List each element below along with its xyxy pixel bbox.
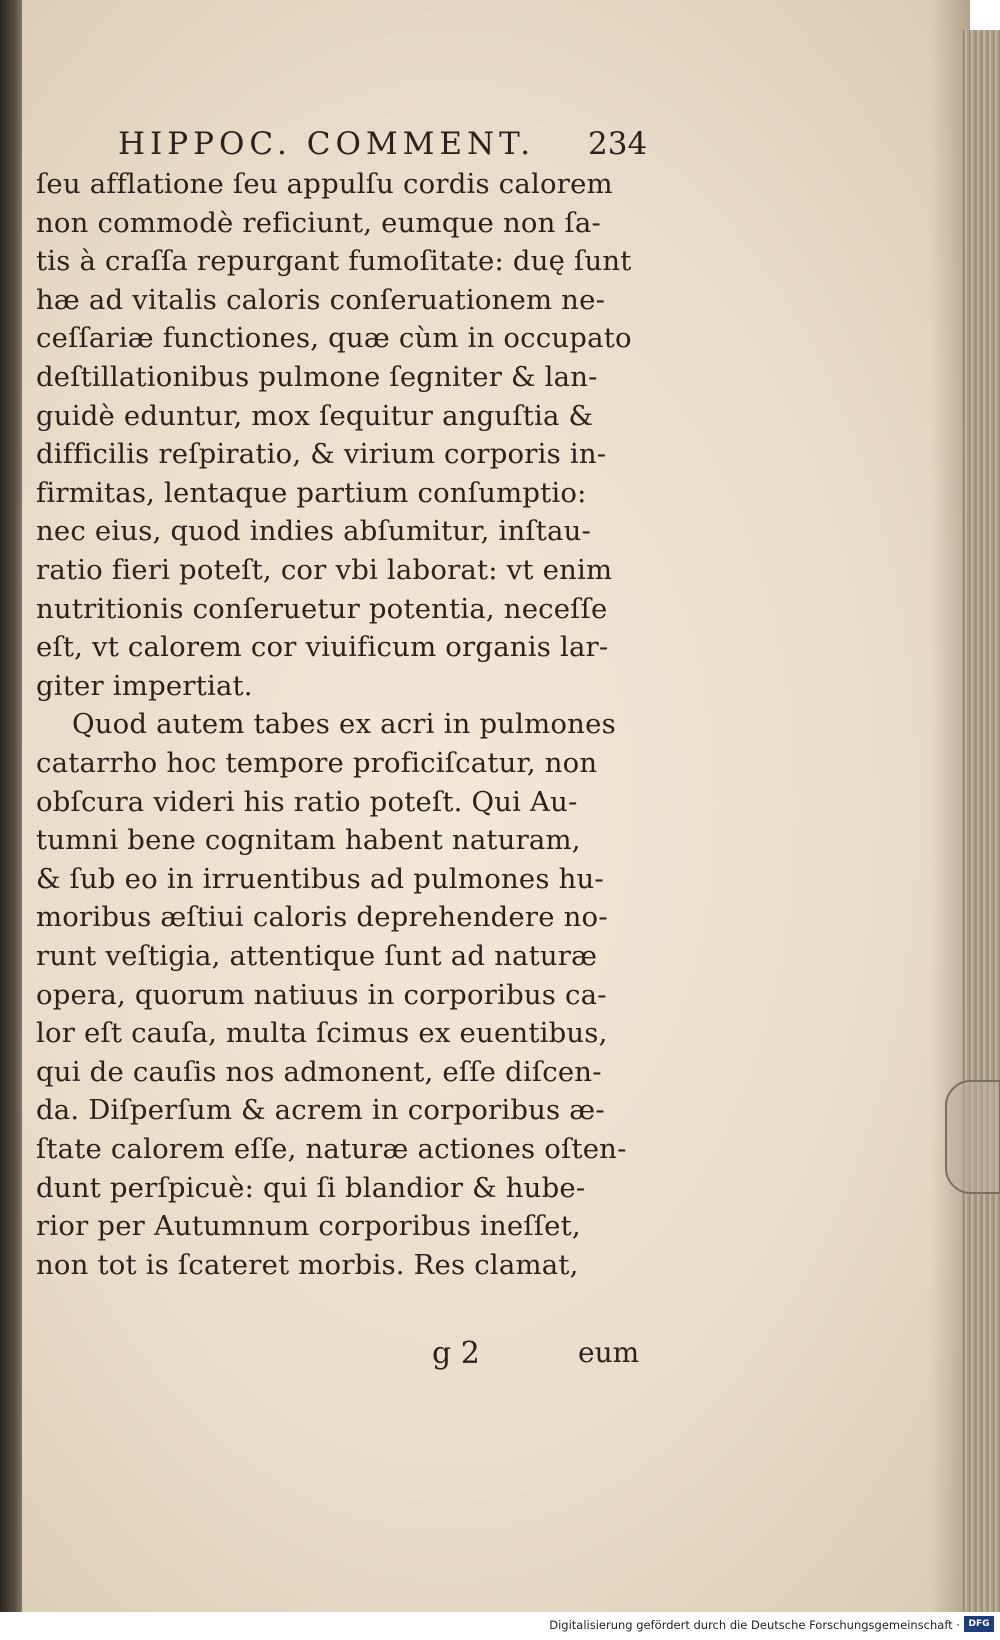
folio-number: 234 <box>588 126 648 162</box>
text-line: opera, quorum natiuus in corporibus ca- <box>36 978 607 1011</box>
text-line: runt veſtigia, attentique ſunt ad naturæ <box>36 940 598 972</box>
text-line: da. Diſperſum & acrem in corporibus æ- <box>36 1094 605 1127</box>
text-line: lor eſt cauſa, multa ſcimus ex euentibus, <box>36 1017 608 1050</box>
text-line: guidè eduntur, mox ſequitur anguſtia & <box>36 399 594 432</box>
text-line: qui de cauſis nos admonent, eſſe diſcen- <box>36 1055 602 1088</box>
text-line: hæ ad vitalis caloris conſeruationem ne- <box>36 283 606 316</box>
text-line: rior per Autumnum corporibus ineſſet, <box>36 1210 581 1243</box>
text-line: ſeu afflatione ſeu appulſu cordis calorem <box>36 168 613 200</box>
text-line: catarrho hoc tempore proficiſcatur, non <box>36 747 598 779</box>
running-head: HIPPOC. COMMENT. <box>118 126 536 162</box>
signature-mark: g 2 <box>432 1336 480 1371</box>
text-line: deſtillationibus pulmone ſegniter & lan- <box>36 361 598 393</box>
text-line: tumni bene cognitam habent naturam, <box>36 824 581 857</box>
text-line: non tot is ſcateret morbis. Res clamat, <box>36 1248 579 1281</box>
dfg-logo: DFG <box>964 1616 994 1632</box>
text-line: ſtate calorem eſſe, naturæ actiones oſten- <box>36 1133 627 1165</box>
text-line: giter impertiat. <box>36 669 253 702</box>
text-line: obſcura videri his ratio poteſt. Qui Au- <box>36 785 578 818</box>
text-line: & ſub eo in irruentibus ad pulmones hu- <box>36 862 604 895</box>
text-line: nutritionis conſeruetur potentia, neceſſe <box>36 592 608 625</box>
text-line: ratio fieri poteſt, cor vbi laborat: vt enim <box>36 554 613 586</box>
text-line: dunt perſpicuè: qui ſi blandior & hube- <box>36 1171 586 1204</box>
book-fore-edge <box>962 30 1000 1612</box>
text-line: eſt, vt calorem cor viuificum organis lar- <box>36 631 609 664</box>
text-line: Quod autem tabes ex acri in pulmones <box>72 708 616 741</box>
text-line: firmitas, lentaque partium conſumptio: <box>36 476 587 509</box>
text-line: non commodè reficiunt, eumque non ſa- <box>36 206 601 239</box>
text-line: ceſſariæ functiones, quæ cùm in occupato <box>36 322 632 355</box>
text-line: tis à craſſa repurgant fumoſitate: duę ſunt <box>36 245 632 278</box>
text-line: difficilis reſpiratio, & virium corporis in- <box>36 438 607 471</box>
digitization-credit: Digitalisierung gefördert durch die Deutsche Forschungsgemeinschaft · <box>549 1618 960 1632</box>
catchword: eum <box>578 1336 640 1369</box>
text-line: moribus æſtiui caloris deprehendere no- <box>36 901 608 934</box>
text-line: nec eius, quod indies abſumitur, inſtau- <box>36 515 592 548</box>
page-tab <box>945 1080 1000 1194</box>
